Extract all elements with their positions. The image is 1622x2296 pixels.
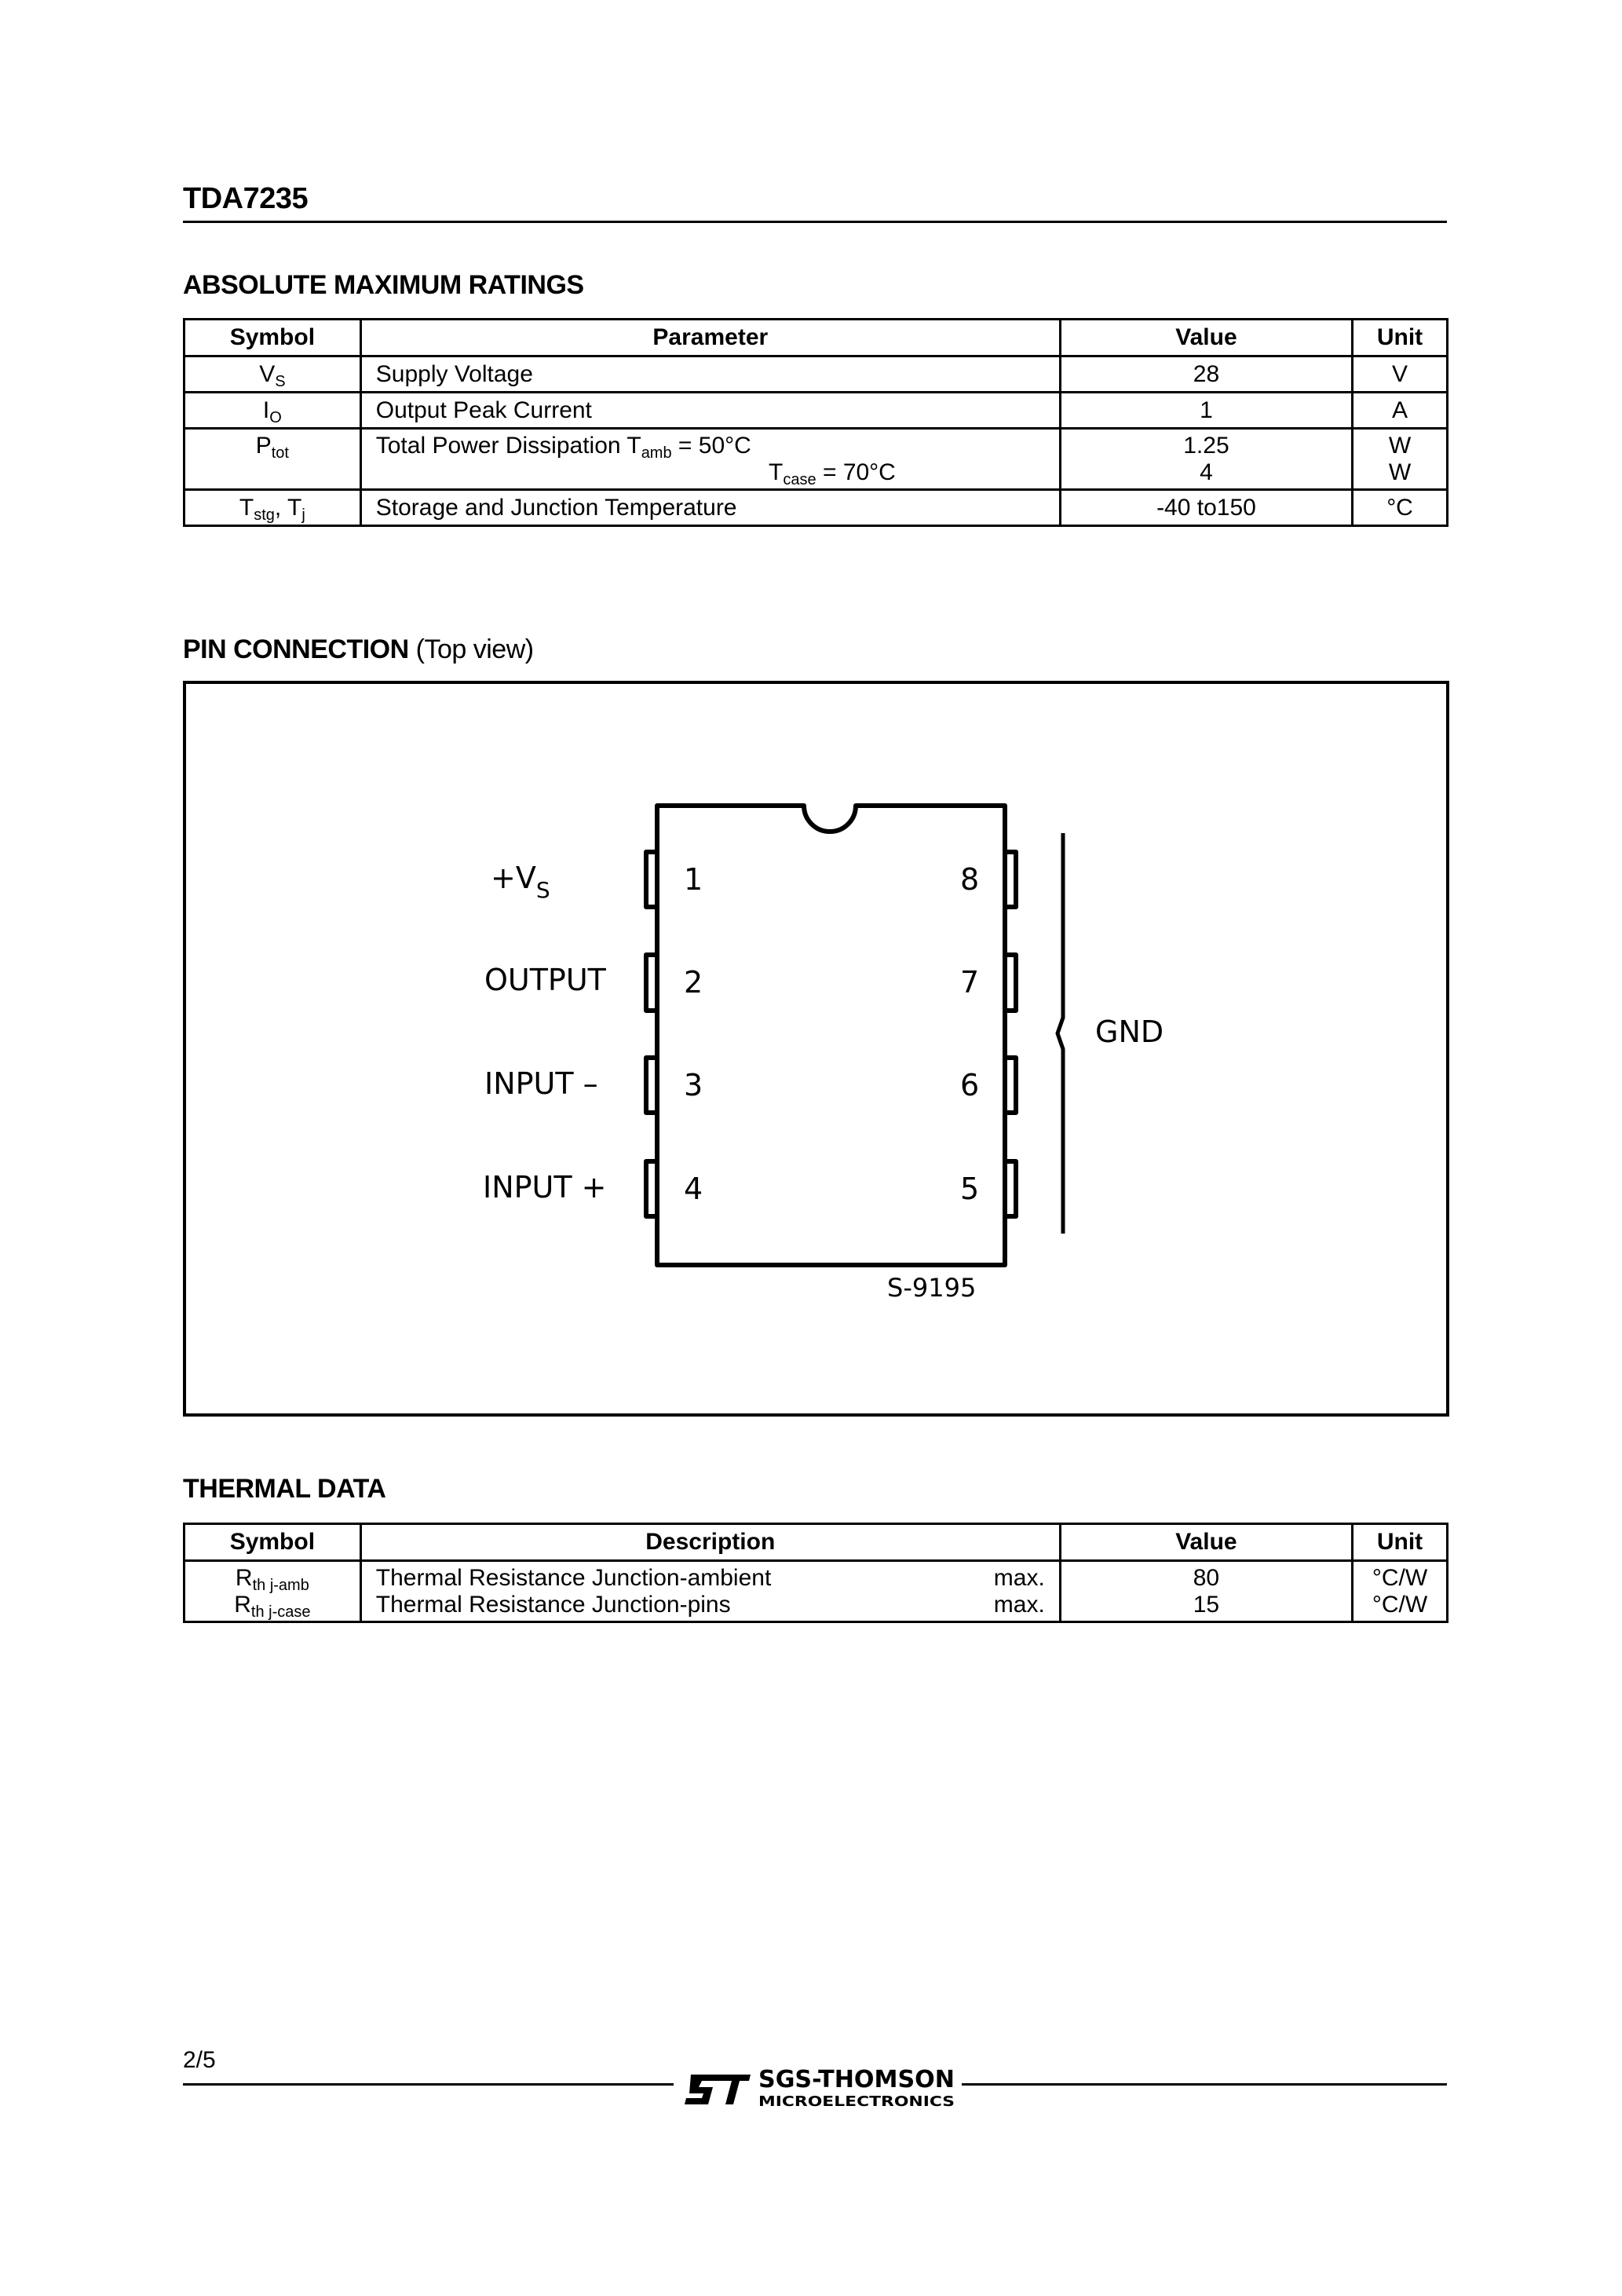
vs-label: $+V_S$: [491, 861, 550, 903]
unit-cell: A: [1353, 393, 1448, 429]
pin-number-8: 8: [960, 862, 980, 897]
document-title: TDA7235: [183, 182, 309, 215]
col-header-description: Description: [360, 1524, 1060, 1561]
col-header-value: Value: [1060, 320, 1352, 356]
footer-rule-left: [183, 2083, 674, 2086]
pin-number-1: 1: [684, 862, 703, 897]
figure-code: S-9195: [887, 1273, 977, 1303]
unit-cell: °C: [1353, 490, 1448, 526]
abs-max-title: ABSOLUTE MAXIMUM RATINGS: [183, 270, 584, 300]
unit-cell: V: [1353, 356, 1448, 393]
symbol-cell: $R_{th j-amb}$ $R_{th j-case}$: [184, 1561, 361, 1622]
unit-cell: °C/W °C/W: [1353, 1561, 1448, 1622]
dip8-diagram: [186, 684, 1446, 1413]
value-cell: 1.25 4: [1060, 429, 1352, 490]
logo-company-name: SGS-THOMSON: [758, 2066, 955, 2093]
pin-number-6: 6: [960, 1068, 980, 1102]
col-header-symbol: Symbol: [184, 1524, 361, 1561]
value-cell: 80 15: [1060, 1561, 1352, 1622]
col-header-parameter: Parameter: [360, 320, 1060, 356]
symbol-cell: $I_O$: [184, 393, 361, 429]
col-header-unit: Unit: [1353, 320, 1448, 356]
table-header-row: [184, 320, 1448, 356]
table-row: [184, 356, 1448, 393]
unit-cell: W W: [1353, 429, 1448, 490]
symbol-cell: $V_S$: [184, 356, 361, 393]
table-row: [184, 1561, 1448, 1622]
value-cell: 28: [1060, 356, 1352, 393]
parameter-cell: Supply Voltage: [360, 356, 1060, 393]
input-minus-label: INPUT –: [484, 1066, 598, 1101]
parameter-cell: Total Power Dissipation $T_{amb} = 50^\circ C$ $T_{case} = 70^\circ C$: [360, 429, 1060, 490]
pin-number-3: 3: [684, 1068, 703, 1102]
parameter-cell: Storage and Junction Temperature: [360, 490, 1060, 526]
title-rule: [183, 221, 1447, 223]
pin-number-4: 4: [684, 1172, 703, 1206]
page-number: 2/5: [183, 2047, 216, 2073]
input-plus-label: INPUT +: [483, 1170, 607, 1205]
thermal-table: [183, 1523, 1448, 1623]
table-row: [184, 393, 1448, 429]
table-row: [184, 429, 1448, 490]
footer-rule-right: [962, 2083, 1447, 2086]
pin-number-5: 5: [960, 1172, 980, 1206]
output-label: OUTPUT: [484, 963, 606, 997]
symbol-cell: $T_{stg}$, $T_j$: [184, 490, 361, 526]
description-cell: Thermal Resistance Junction-ambient max. Thermal Resistance Junction-pins max.: [360, 1561, 1060, 1622]
value-cell: -40 to150: [1060, 490, 1352, 526]
gnd-bracket: [1058, 833, 1063, 1234]
logo-subtitle: MICROELECTRONICS: [758, 2093, 955, 2110]
thermal-data-title: THERMAL DATA: [183, 1474, 386, 1504]
symbol-cell: $P_{tot}$: [184, 429, 361, 490]
col-header-unit: Unit: [1353, 1524, 1448, 1561]
parameter-cell: Output Peak Current: [360, 393, 1060, 429]
abs-max-table: [183, 318, 1448, 527]
table-header-row: [184, 1524, 1448, 1561]
ic-package-outline: [657, 806, 1005, 1265]
pin-connection-title: PIN CONNECTION (Top view): [183, 634, 534, 664]
pin-number-7: 7: [960, 965, 980, 1000]
gnd-label: GND: [1095, 1015, 1164, 1049]
pin-connection-figure: [183, 681, 1449, 1417]
table-row: [184, 490, 1448, 526]
st-logo: [681, 2060, 956, 2111]
col-header-value: Value: [1060, 1524, 1352, 1561]
pin-number-2: 2: [684, 965, 703, 1000]
value-cell: 1: [1060, 393, 1352, 429]
col-header-symbol: Symbol: [184, 320, 361, 356]
st-logo-icon: [685, 2075, 751, 2104]
